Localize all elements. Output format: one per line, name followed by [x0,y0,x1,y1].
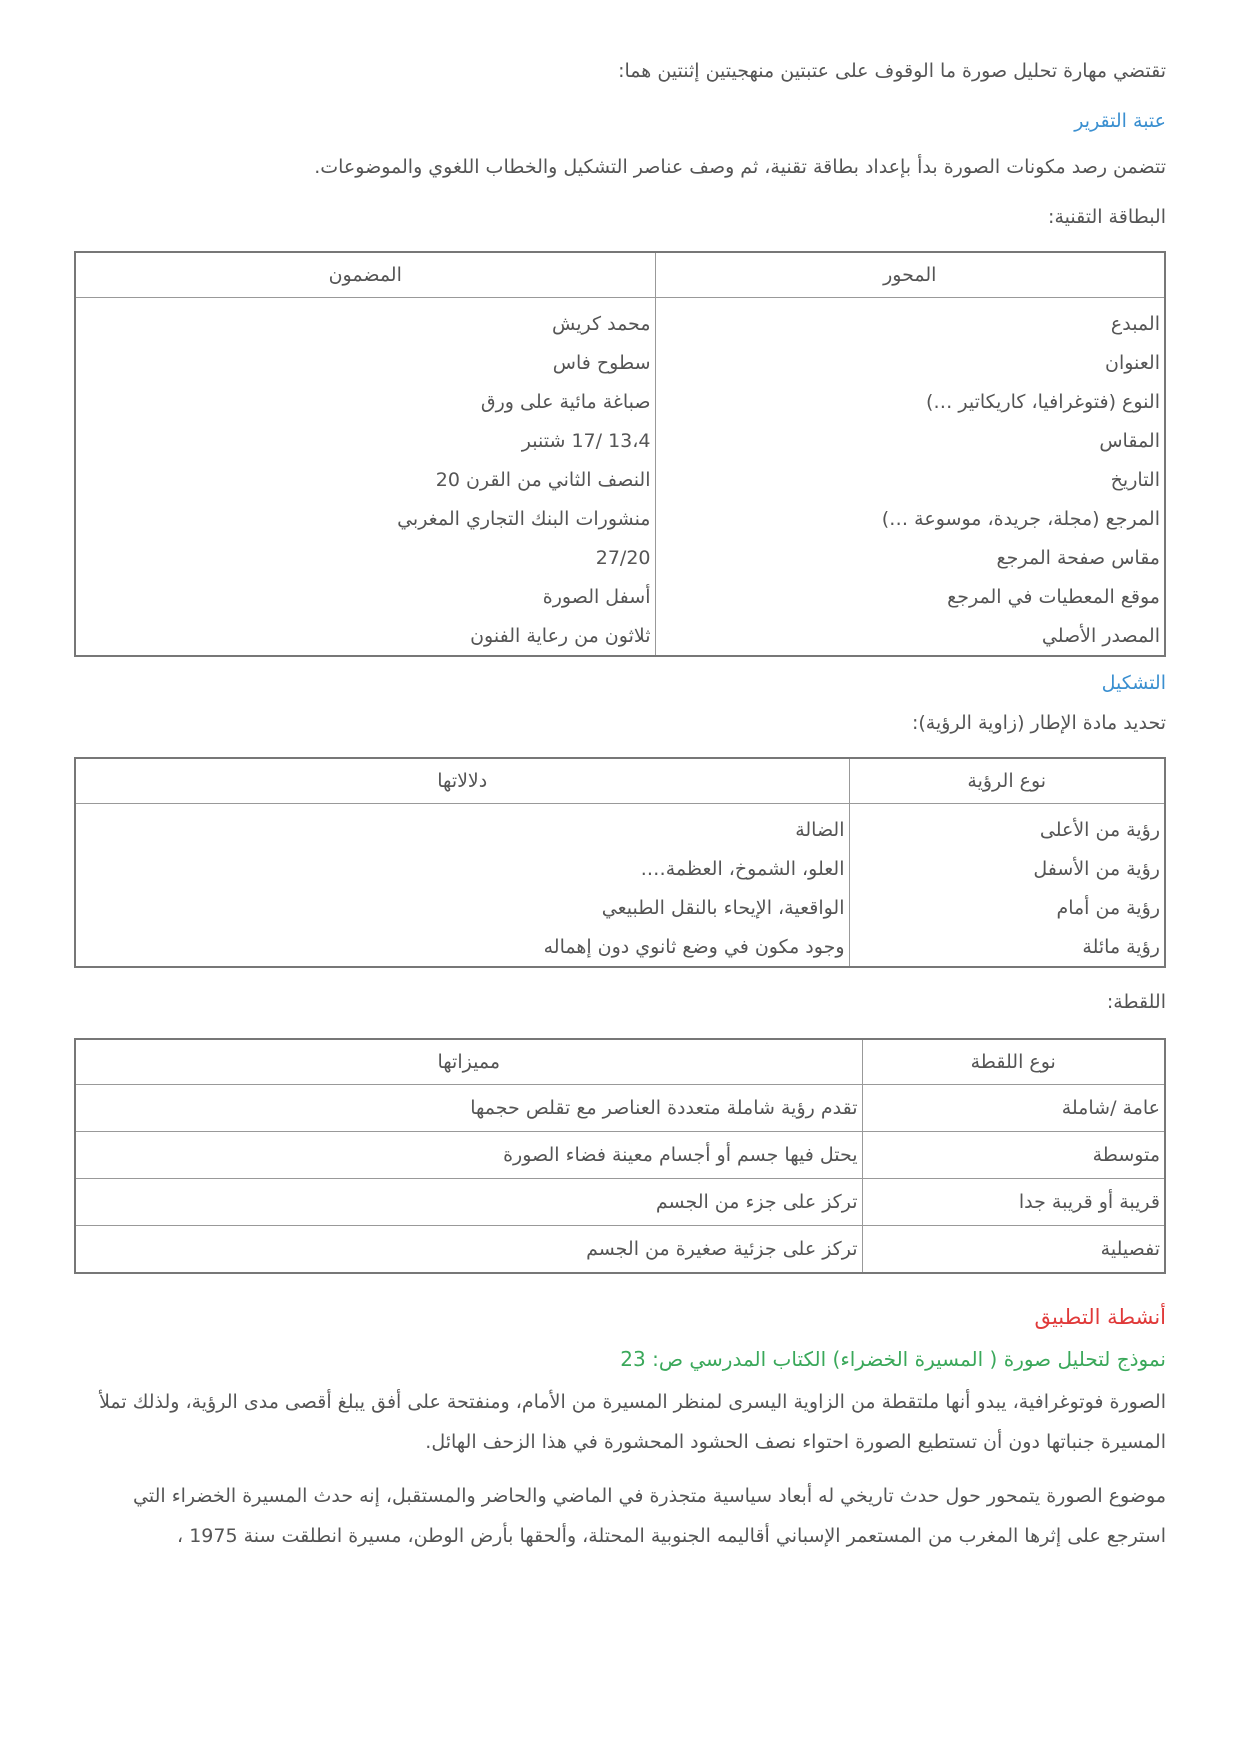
table-row [75,849,1165,888]
table-header-cell: نوع الرؤية [849,758,1165,804]
table-row [75,1132,1165,1179]
feature-cell: تركز على جزء من الجسم [75,1179,862,1226]
content-cell: 13،4 /17 شتنبر [75,421,655,460]
table-row [75,616,1165,656]
content-cell: ثلاثون من رعاية الفنون [75,616,655,656]
axis-cell: المرجع (مجلة، جريدة، موسوعة …) [655,499,1165,538]
axis-cell: المبدع [655,298,1165,344]
section-report-description: تتضمن رصد مكونات الصورة بدأ بإعداد بطاقة تقنية، ثم وصف عناصر التشكيل والخطاب اللغوي والموضوعات. [314,156,1166,178]
table-header-cell: المحور [655,252,1165,298]
content-cell: منشورات البنك التجاري المغربي [75,499,655,538]
axis-cell: التاريخ [655,460,1165,499]
table-row [75,460,1165,499]
content-cell: صباغة مائية على ورق [75,382,655,421]
shot-label: اللقطة: [1106,991,1166,1013]
frame-label: تحديد مادة الإطار (زاوية الرؤية): [911,712,1166,734]
table-row [75,499,1165,538]
content-cell: محمد كريش [75,298,655,344]
document-body [76,55,1166,1570]
table-header-row [75,252,1165,298]
table-header-cell: مميزاتها [75,1039,862,1085]
axis-cell: مقاس صفحة المرجع [655,538,1165,577]
shot-type-cell: عامة /شاملة [862,1085,1165,1132]
table-row [75,298,1165,344]
view-type-cell: رؤية مائلة [849,927,1165,967]
intro-text: تقتضي مهارة تحليل صورة ما الوقوف على عتبتين منهجيتين إثنتين هما: [618,60,1166,82]
tech-card-table [74,251,1166,657]
table-row [75,1085,1165,1132]
axis-cell: المقاس [655,421,1165,460]
analysis-paragraph-2: موضوع الصورة يتمحور حول حدث تاريخي له أبعاد سياسية متجذرة في الماضي والحاضر والمستقبل، إنه حدث المسيرة الخضراء التي استرجع على إثرها المغرب من المستعمر الإسباني أقاليمه الجنوبية المحتلة، وألحقها بأرض الوطن، مسيرة انطلقت سنة 1975 ، [133,1485,1166,1547]
analysis-paragraph-1: الصورة فوتوغرافية، يبدو أنها ملتقطة من الزاوية اليسرى لمنظر المسيرة من الأمام، ومنفتحة على أفق يبلغ أقصى مدى الرؤية، ولذلك تملأ المسيرة جنباتها دون أن تستطيع الصورة احتواء نصف الحشود المحشورة في هذا الزحف الهائل. [99,1391,1166,1453]
table-header-cell: المضمون [75,252,655,298]
meaning-cell: العلو، الشموخ، العظمة…. [75,849,849,888]
content-cell: النصف الثاني من القرن 20 [75,460,655,499]
table-row [75,382,1165,421]
model-title: نموذج لتحليل صورة ( المسيرة الخضراء) الكتاب المدرسي ص: 23 [620,1347,1166,1371]
shot-type-cell: متوسطة [862,1132,1165,1179]
table-row [75,1226,1165,1274]
table-row [75,538,1165,577]
meaning-cell: وجود مكون في وضع ثانوي دون إهماله [75,927,849,967]
table-row [75,804,1165,850]
feature-cell: تقدم رؤية شاملة متعددة العناصر مع تقلص حجمها [75,1085,862,1132]
table-row [75,888,1165,927]
axis-cell: المصدر الأصلي [655,616,1165,656]
table-row [75,927,1165,967]
view-type-cell: رؤية من أمام [849,888,1165,927]
table-header-cell: دلالاتها [75,758,849,804]
table-header-row [75,758,1165,804]
axis-cell: النوع (فتوغرافيا، كاريكاتير …) [655,382,1165,421]
shot-type-cell: قريبة أو قريبة جدا [862,1179,1165,1226]
table-row [75,343,1165,382]
shot-type-table [74,1038,1166,1274]
content-cell: أسفل الصورة [75,577,655,616]
section-report-title: عتبة التقرير [1074,110,1166,132]
table-header-cell: نوع اللقطة [862,1039,1165,1085]
axis-cell: العنوان [655,343,1165,382]
feature-cell: تركز على جزئية صغيرة من الجسم [75,1226,862,1274]
content-cell: سطوح فاس [75,343,655,382]
shot-type-cell: تفصيلية [862,1226,1165,1274]
activities-title: أنشطة التطبيق [1034,1305,1166,1329]
meaning-cell: الواقعية، الإيحاء بالنقل الطبيعي [75,888,849,927]
section-composition-title: التشكيل [1101,672,1166,694]
table-header-row [75,1039,1165,1085]
feature-cell: يحتل فيها جسم أو أجسام معينة فضاء الصورة [75,1132,862,1179]
view-type-cell: رؤية من الأعلى [849,804,1165,850]
table-row [75,577,1165,616]
axis-cell: موقع المعطيات في المرجع [655,577,1165,616]
view-angle-table [74,757,1166,968]
view-type-cell: رؤية من الأسفل [849,849,1165,888]
meaning-cell: الضالة [75,804,849,850]
table-row [75,1179,1165,1226]
tech-card-label: البطاقة التقنية: [1048,206,1166,228]
table-row [75,421,1165,460]
content-cell: 27/20 [75,538,655,577]
